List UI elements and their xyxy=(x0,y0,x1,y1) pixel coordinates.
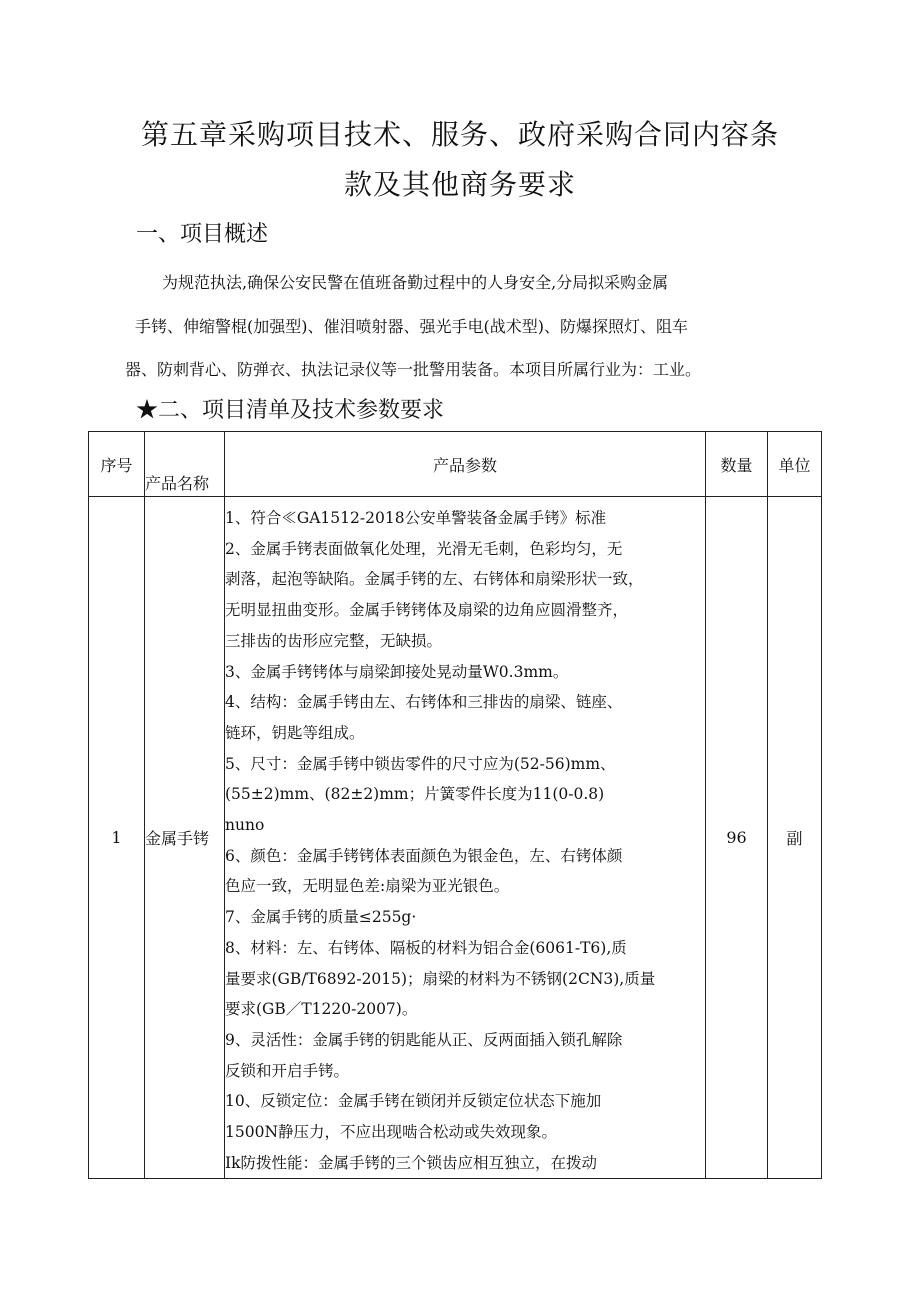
overview-paragraph-line: 手铐、伸缩警棍(加强型)、催泪喷射器、强光手电(战术型)、防爆探照灯、阻车 xyxy=(135,317,688,336)
overview-paragraph-line: 器、防刺背心、防弹衣、执法记录仪等一批警用装备。本项目所属行业为：工业。 xyxy=(125,360,702,379)
param-line: 6、颜色：金属手铐铐体表面颜色为银金色，左、右铐体颜 xyxy=(225,846,623,865)
param-line: 2、金属手铐表面做氧化处理，光滑无毛刺，色彩均匀，无 xyxy=(225,539,623,558)
param-line: (55±2)mm、(82±2)mm；片簧零件长度为11(0-0.8) xyxy=(225,785,605,804)
section-heading-overview: 一、项目概述 xyxy=(136,222,269,247)
param-line: 色应一致，无明显色差:扇梁为亚光银色。 xyxy=(225,877,510,896)
param-line: 三排齿的齿形应完整，无缺损。 xyxy=(225,631,443,650)
param-line: 10、反锁定位：金属手铐在锁闭并反锁定位状态下施加 xyxy=(225,1092,602,1111)
row-qty: 96 xyxy=(706,497,768,1179)
page-title-line-1: 第五章采购项目技术、服务、政府采购合同内容条 xyxy=(140,118,779,151)
table-row xyxy=(89,497,822,1179)
spec-table xyxy=(88,431,822,1179)
table-header-row xyxy=(89,432,822,497)
param-line: 7、金属手铐的质量≤255g· xyxy=(225,908,417,927)
section-heading-item-list: ★二、项目清单及技术参数要求 xyxy=(136,398,445,423)
param-line: 量要求(GB/T6892-2015)；扇梁的材料为不锈钢(2CN3),质量 xyxy=(225,969,656,988)
header-unit: 单位 xyxy=(768,432,822,497)
param-line: 反锁和开启手铐。 xyxy=(225,1061,350,1080)
row-name: 金属手铐 xyxy=(145,497,225,1179)
page-title-line-2: 款及其他商务要求 xyxy=(343,168,576,201)
header-no: 序号 xyxy=(89,432,145,497)
header-params: 产品参数 xyxy=(225,432,706,497)
param-line: 8、材料：左、右铐体、隔板的材料为铝合金(6061-T6),质 xyxy=(225,938,627,957)
row-no: 1 xyxy=(89,497,145,1179)
param-line: 链环，钥匙等组成。 xyxy=(225,723,365,742)
param-line: 3、金属手铐铐体与扇梁卸接处晃动量W0.3mm。 xyxy=(225,662,569,681)
param-line: 无明显扭曲变形。金属手铐铐体及扇梁的边角应圆滑整齐， xyxy=(225,601,629,620)
header-name: 产品名称 xyxy=(145,432,225,497)
param-line: 剥落，起泡等缺陷。金属手铐的左、右铐体和扇梁形状一致， xyxy=(225,570,644,589)
param-line: 1500N静压力，不应出现啮合松动或失效现象。 xyxy=(225,1123,558,1142)
param-line: nuno xyxy=(225,816,265,835)
header-qty: 数量 xyxy=(706,432,768,497)
param-line: 9、灵活性：金属手铐的钥匙能从正、反两面插入锁孔解除 xyxy=(225,1030,623,1049)
param-line: 5、尺寸：金属手铐中锁齿零件的尺寸应为(52-56)mm、 xyxy=(225,754,616,773)
row-unit: 副 xyxy=(768,497,822,1179)
row-params xyxy=(225,497,706,1179)
param-line: 1、符合≪GA1512-2018公安单警装备金属手铐》标准 xyxy=(225,509,607,527)
overview-paragraph-line: 为规范执法,确保公安民警在值班备勤过程中的人身安全,分局拟采购金属 xyxy=(162,273,669,292)
param-line: 要求(GB／T1220-2007)。 xyxy=(225,1000,418,1019)
param-line: Ik防拨性能：金属手铐的三个锁齿应相互独立，在拨动 xyxy=(225,1153,598,1172)
param-line: 4、结构：金属手铐由左、右铐体和三排齿的扇梁、链座、 xyxy=(225,693,623,712)
